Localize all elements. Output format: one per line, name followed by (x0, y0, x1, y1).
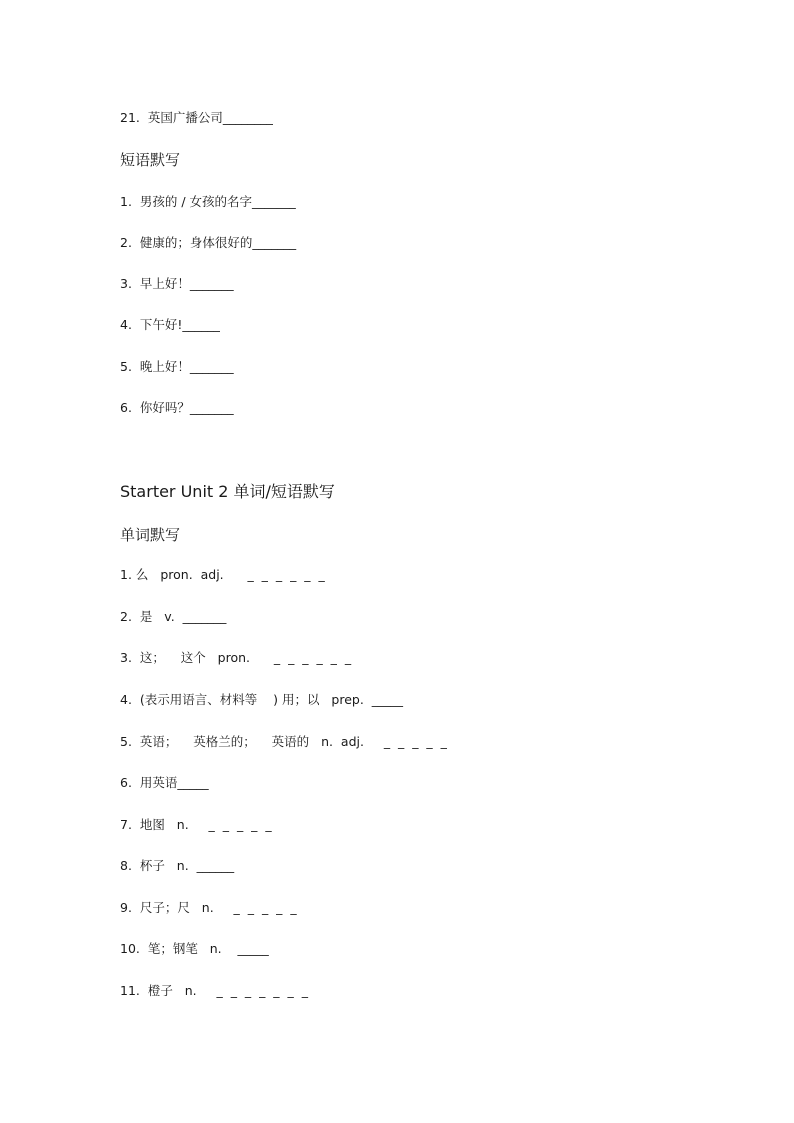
unit-title: Starter Unit 2 单词/短语默写 (120, 482, 335, 501)
phrase-section-heading: 短语默写 (120, 151, 181, 169)
word-item-4: 4. (表示用语言、材料等 ) 用；以 prep. _____ (120, 692, 404, 707)
word-item-11: 11. 橙子 n. _ _ _ _ _ _ _ (120, 983, 308, 998)
word-item-3: 3. 这； 这个 pron. _ _ _ _ _ _ (120, 650, 352, 665)
word-item-10: 10. 笔；钢笔 n. _____ (120, 941, 269, 956)
phrase-item-5: 5. 晚上好！_______ (120, 359, 234, 374)
phrase-item-6: 6. 你好吗？_______ (120, 400, 234, 415)
word-item-7: 7. 地图 n. _ _ _ _ _ (120, 817, 272, 832)
word-item-6: 6. 用英语_____ (120, 775, 209, 790)
word-item-8: 8. 杯子 n. ______ (120, 858, 235, 873)
phrase-item-4: 4. 下午好!______ (120, 317, 220, 332)
word-item-2: 2. 是 v. _______ (120, 609, 227, 624)
phrase-item-3: 3. 早上好！_______ (120, 276, 234, 291)
word-item-5: 5. 英语； 英格兰的； 英语的 n. adj. _ _ _ _ _ (120, 734, 447, 749)
word-section-heading: 单词默写 (120, 526, 181, 544)
vocab-item-21: 21. 英国广播公司________ (120, 110, 273, 125)
phrase-item-1: 1. 男孩的 / 女孩的名字_______ (120, 194, 296, 209)
word-item-1: 1. 么 pron. adj. _ _ _ _ _ _ (120, 567, 325, 582)
phrase-item-2: 2. 健康的；身体很好的_______ (120, 235, 297, 250)
word-item-9: 9. 尺子；尺 n. _ _ _ _ _ (120, 900, 297, 915)
